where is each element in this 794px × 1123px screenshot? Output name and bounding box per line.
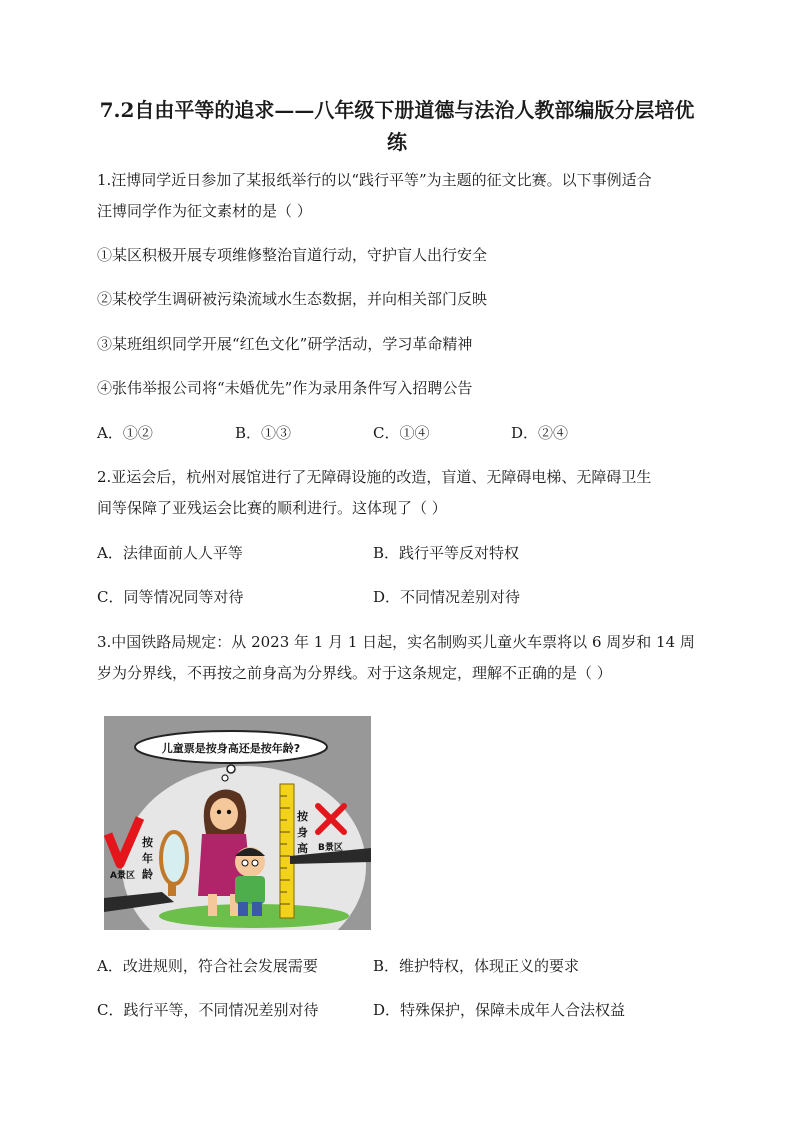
q1-option-b[interactable]: B．①③ <box>235 424 292 442</box>
height-ruler <box>280 784 294 918</box>
q1-item-3: ③某班组织同学开展“红色文化”研学活动，学习革命精神 <box>97 335 473 353</box>
left-char-3: 龄 <box>142 868 153 881</box>
q1-option-c[interactable]: C．①④ <box>373 424 430 442</box>
q3-option-c[interactable]: C．践行平等，不同情况差别对待 <box>97 1001 319 1019</box>
title-line-2: 练 <box>387 130 407 154</box>
q3-option-d[interactable]: D．特殊保护，保障未成年人合法权益 <box>373 1001 626 1019</box>
left-zone-label: A景区 <box>110 871 135 881</box>
q3-stem-line-2: 岁为分界线，不再按之前身高为分界线。对于这条规定，理解不正确的是（ ） <box>97 664 612 682</box>
q1-option-d[interactable]: D．②④ <box>511 424 569 442</box>
right-zone-label: B景区 <box>318 843 343 853</box>
mother-face <box>210 798 238 830</box>
q1-stem-line-2: 汪博同学作为征文素材的是（ ） <box>97 202 312 220</box>
right-char-2: 身 <box>297 826 308 839</box>
q2-option-a[interactable]: A．法律面前人人平等 <box>97 544 243 562</box>
q1-item-4: ④张伟举报公司将“未婚优先”作为录用条件写入招聘公告 <box>97 379 473 397</box>
q2-option-b[interactable]: B．践行平等反对特权 <box>373 544 520 562</box>
magnifier-icon <box>161 832 187 884</box>
cartoon-illustration <box>104 716 371 930</box>
right-criterion-label <box>297 809 309 855</box>
left-char-2: 年 <box>142 852 153 865</box>
q2-stem-line-2: 间等保障了亚残运会比赛的顺利进行。这体现了（ ） <box>97 499 447 517</box>
q3-option-b[interactable]: B．维护特权，体现正义的要求 <box>373 957 580 975</box>
right-char-3: 高 <box>297 842 308 855</box>
child-shirt <box>235 876 265 904</box>
title-line-1: 7.2自由平等的追求——八年级下册道德与法治人教部编版分层培优 <box>99 98 695 122</box>
q3-stem-line-1: 3.中国铁路局规定：从 2023 年 1 月 1 日起，实名制购买儿童火车票将以 6 周岁和 14 周 <box>97 633 695 651</box>
q1-item-1: ①某区积极开展专项维修整治盲道行动，守护盲人出行安全 <box>97 246 488 264</box>
left-char-1: 按 <box>142 836 153 849</box>
left-criterion-label <box>142 835 154 881</box>
q2-option-d[interactable]: D．不同情况差别对待 <box>373 588 521 606</box>
q1-item-2: ②某校学生调研被污染流域水生态数据，并向相关部门反映 <box>97 290 488 308</box>
q1-option-a[interactable]: A．①② <box>97 424 153 442</box>
q1-stem-line-1: 1.汪博同学近日参加了某报纸举行的以“践行平等”为主题的征文比赛。以下事例适合 <box>97 171 652 189</box>
q2-stem-line-1: 2.亚运会后，杭州对展馆进行了无障碍设施的改造，盲道、无障碍电梯、无障碍卫生 <box>97 468 652 486</box>
document-title <box>90 94 704 158</box>
speech-bubble-text: 儿童票是按身高还是按年龄? <box>161 742 301 755</box>
q2-option-c[interactable]: C．同等情况同等对待 <box>97 588 244 606</box>
right-char-1: 按 <box>297 810 308 823</box>
q3-option-a[interactable]: A．改进规则，符合社会发展需要 <box>97 957 318 975</box>
